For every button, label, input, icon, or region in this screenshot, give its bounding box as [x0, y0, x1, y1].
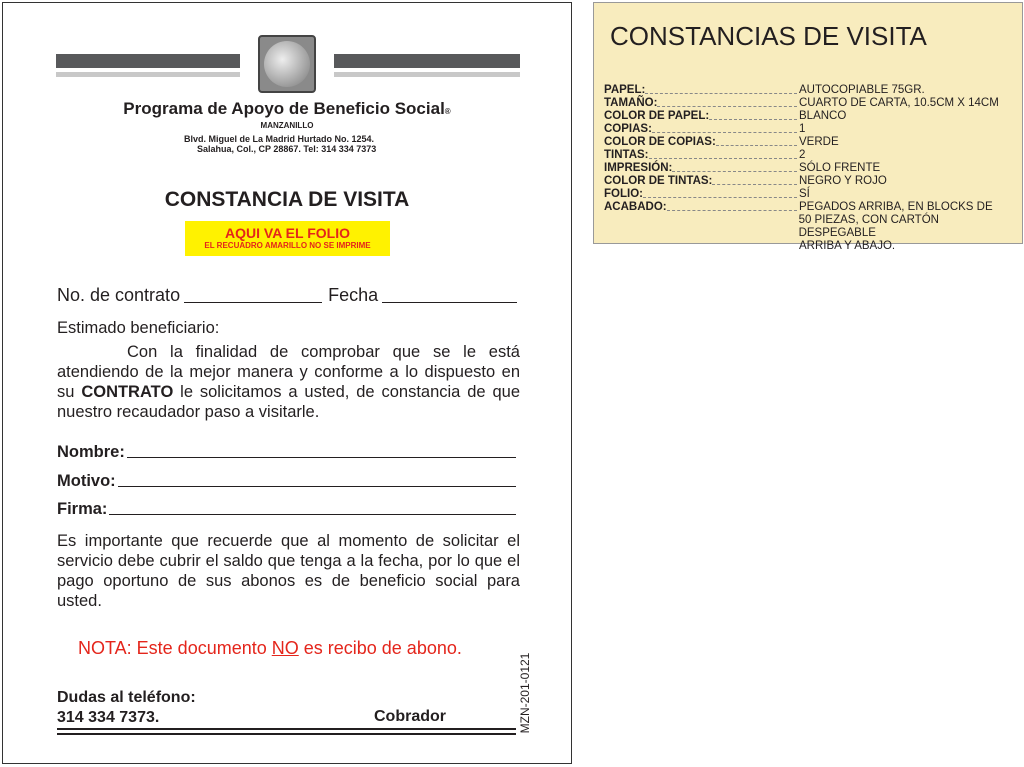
spec-value: NEGRO Y ROJO — [799, 175, 887, 187]
spec-key: COPIAS: — [604, 123, 652, 135]
spec-value: ARRIBA Y ABAJO. — [799, 240, 896, 252]
spec-row — [604, 201, 1019, 214]
spec-row — [604, 188, 1019, 201]
spec-value: 50 PIEZAS, CON CARTÓN DESPEGABLE — [798, 214, 939, 239]
spec-key: TINTAS: — [604, 149, 649, 161]
spec-key: PAPEL: — [604, 84, 646, 96]
spec-value: AUTOCOPIABLE 75GR. — [799, 84, 925, 96]
spec-row — [604, 97, 1019, 110]
note: NOTA: Este documento NO es recibo de abono. — [78, 638, 462, 658]
collector-label: Cobrador — [374, 708, 446, 725]
spec-row — [604, 240, 1019, 253]
spec-value: SÓLO FRENTE — [799, 162, 881, 174]
spec-value: 1 — [799, 123, 806, 135]
spec-value: PEGADOS ARRIBA, EN BLOCKS DE — [799, 201, 993, 213]
reminder-paragraph: Es importante que recuerde que al momento de solicitar el servicio debe cubrir el saldo que tenga a la fecha, por lo que el pago oportuno de sus abonos es de beneficio social para usted. — [57, 532, 520, 610]
reason-row: Motivo: — [57, 472, 516, 491]
spec-key: COLOR DE PAPEL: — [604, 110, 710, 122]
folio-note: EL RECUADRO AMARILLO NO SE IMPRIME — [204, 241, 371, 250]
spec-row — [604, 149, 1019, 162]
signature-row: Firma: — [57, 500, 516, 519]
spec-row — [604, 175, 1019, 188]
reason-field[interactable] — [118, 486, 516, 487]
folio-box — [185, 221, 390, 256]
specification-panel — [593, 2, 1023, 252]
intro-paragraph: Con la finalidad de comprobar que se le está atendiendo de la mejor manera y conforme a lo dispuesto en su CONTRATO le solicitamos a usted, de constancia de que nuestro recaudador paso a visitarle. — [57, 343, 520, 421]
signature-field[interactable] — [109, 514, 516, 515]
contract-date-row — [57, 285, 517, 306]
spec-value: SÍ — [799, 188, 810, 200]
contract-label: No. de contrato — [57, 285, 181, 305]
spec-row — [604, 214, 1019, 240]
spec-key: COLOR DE COPIAS: — [604, 136, 716, 148]
spec-row — [604, 110, 1019, 123]
form-code: MZN-201-0121 — [518, 652, 532, 734]
spec-value: VERDE — [799, 136, 839, 148]
spec-key: TAMAÑO: — [604, 97, 658, 109]
header-bar-right-light — [334, 72, 520, 77]
spec-key: COLOR DE TINTAS: — [604, 175, 713, 187]
greeting: Estimado beneficiario: — [57, 319, 220, 337]
footer-double-rule — [57, 728, 516, 735]
spec-row — [604, 123, 1019, 136]
address: Blvd. Miguel de La Madrid Hurtado No. 1254. Salahua, Col., CP 28867. Tel: 314 334 7373 — [184, 134, 377, 154]
spec-row — [604, 162, 1019, 175]
header-bar-right — [334, 54, 520, 68]
spec-key: IMPRESIÓN: — [604, 162, 673, 174]
contact-phone: Dudas al teléfono: 314 334 7373. — [57, 689, 196, 726]
spec-title: CONSTANCIAS DE VISITA — [610, 21, 927, 51]
header-bar-left — [56, 54, 240, 68]
name-field[interactable] — [127, 457, 516, 458]
contract-field[interactable] — [184, 302, 322, 303]
spec-key: FOLIO: — [604, 188, 643, 200]
spec-value: 2 — [799, 149, 806, 161]
name-row: Nombre: — [57, 443, 516, 462]
spec-key: ACABADO: — [604, 201, 667, 213]
spec-value: CUARTO DE CARTA, 10.5CM X 14CM — [799, 97, 999, 109]
city: MANZANILLO — [260, 121, 314, 130]
header-bar-left-light — [56, 72, 240, 77]
date-field[interactable] — [382, 302, 517, 303]
organization-logo — [258, 35, 316, 93]
org-name: Programa de Apoyo de Beneficio Social® — [123, 99, 451, 118]
date-label: Fecha — [328, 285, 379, 305]
spec-value: BLANCO — [799, 110, 847, 122]
folio-label: AQUI VA EL FOLIO — [225, 225, 350, 241]
spec-row — [604, 84, 1019, 97]
document-title: CONSTANCIA DE VISITA — [164, 188, 410, 211]
spec-row — [604, 136, 1019, 149]
